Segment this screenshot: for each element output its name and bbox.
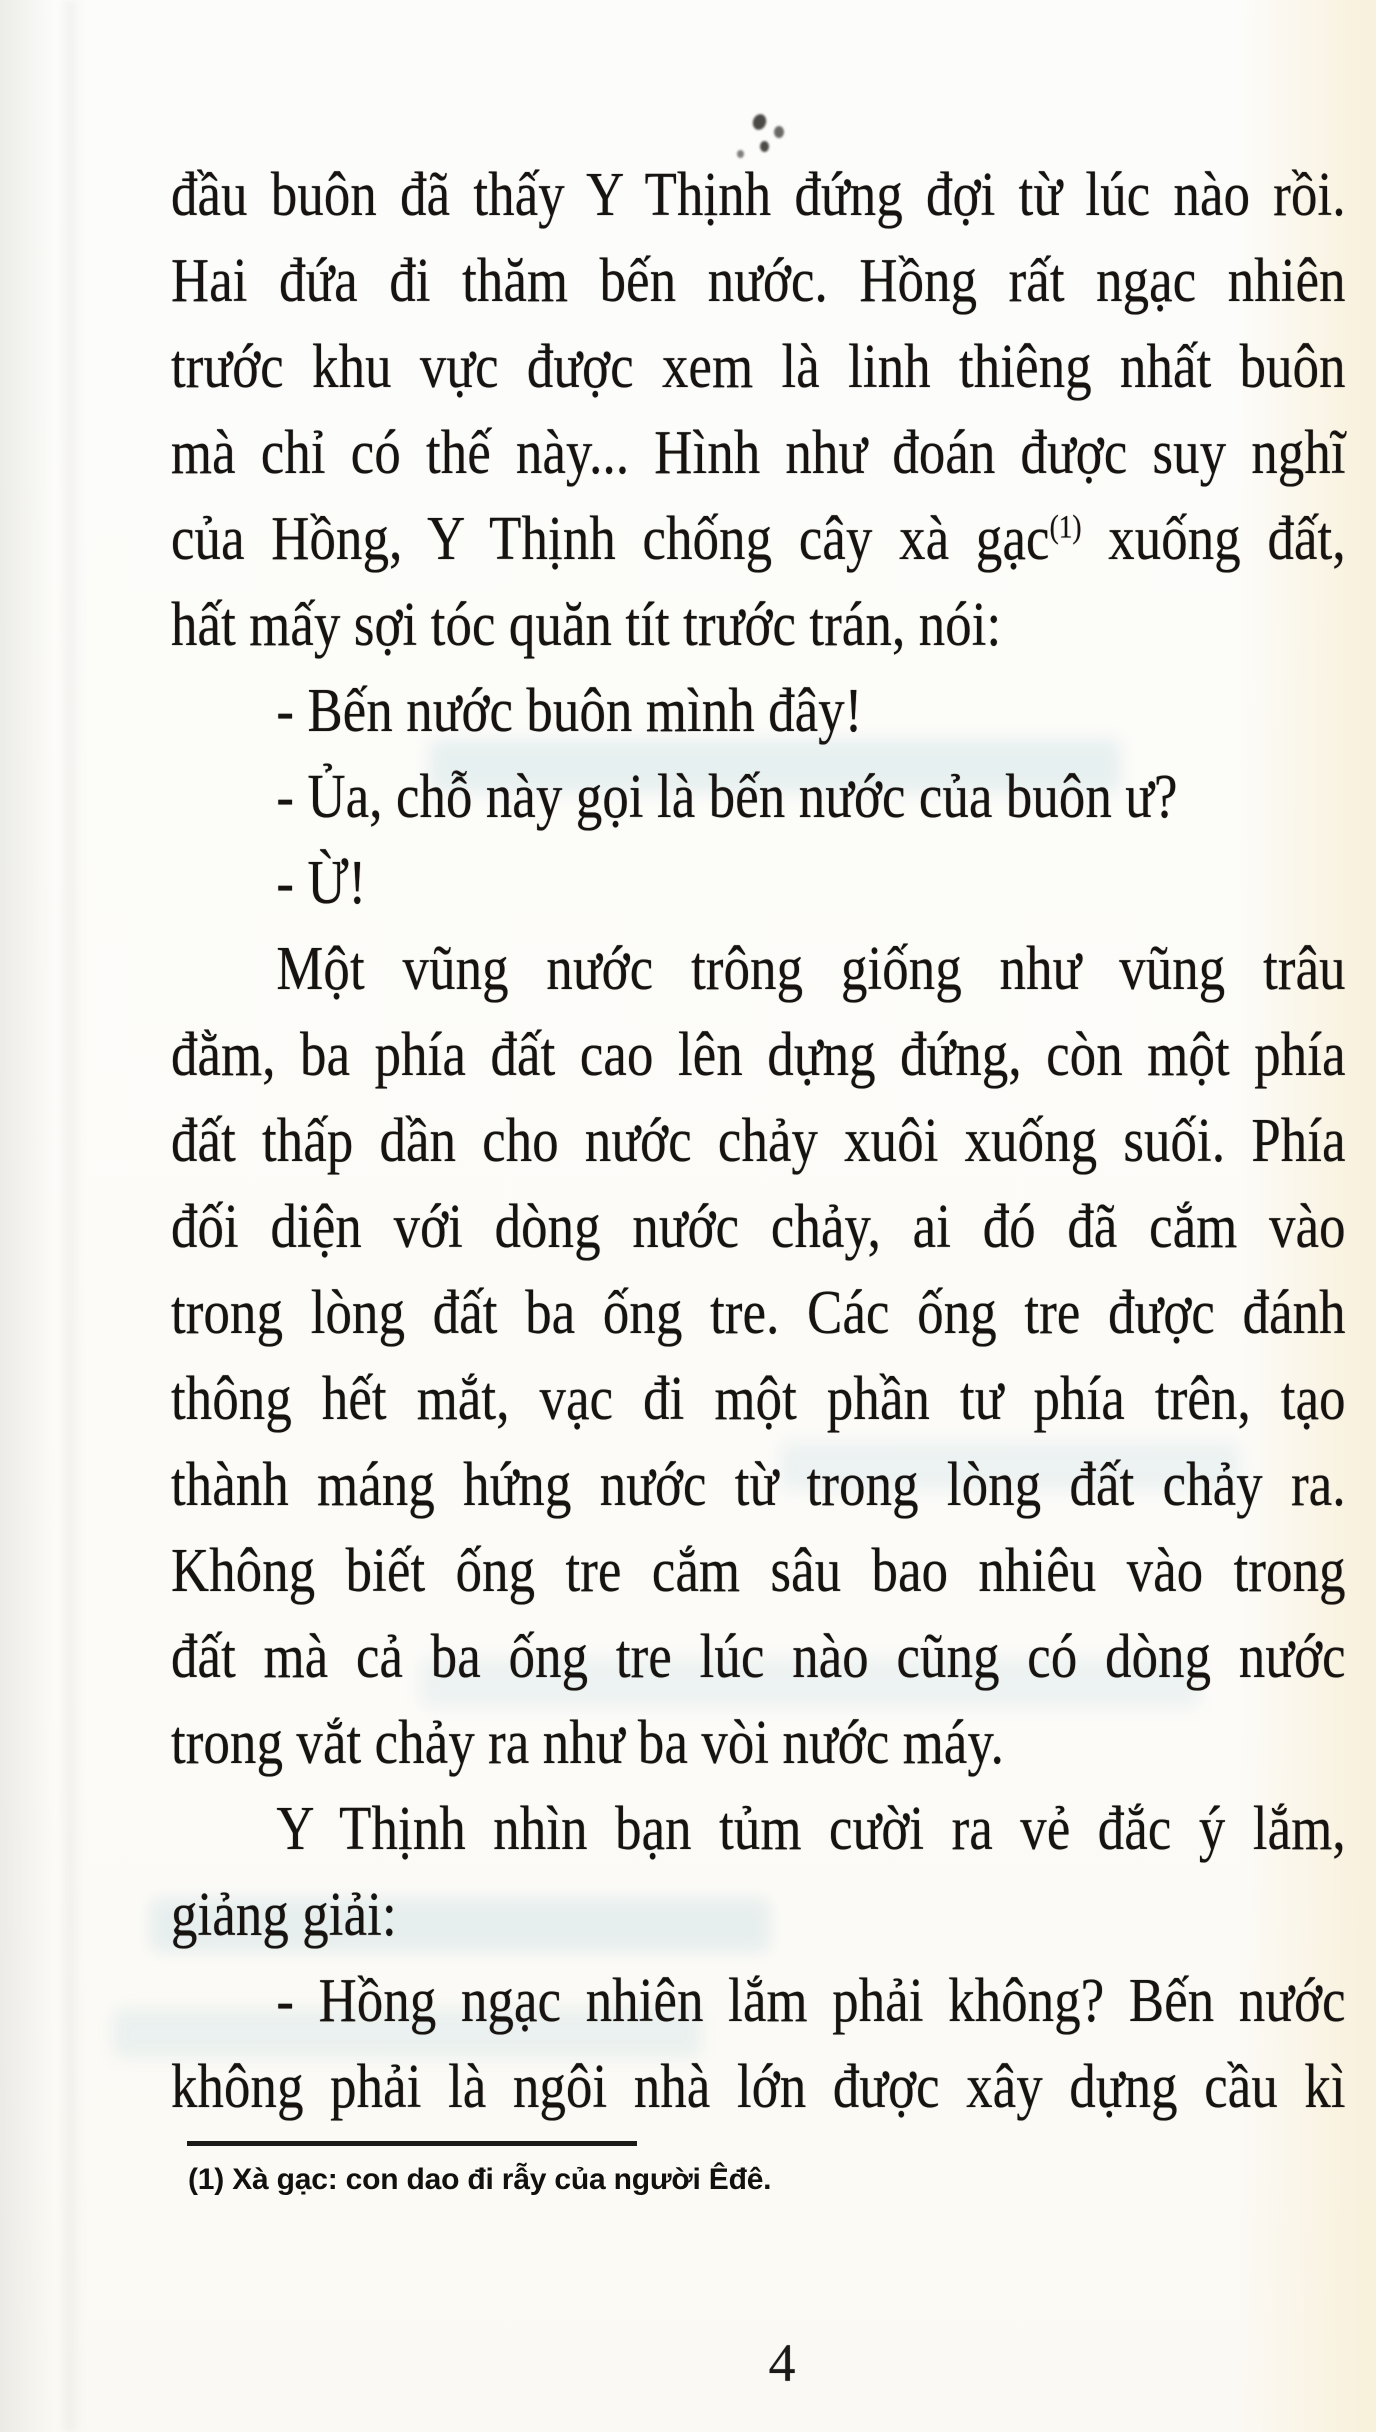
text-line: trong vắt chảy ra như ba vòi nước máy.	[171, 1709, 1004, 1777]
ink-smudge-dot	[760, 141, 769, 152]
text-line: thành máng hứng nước từ trong lòng đất chảy ra.	[171, 1451, 1346, 1519]
text-line: đất thấp dần cho nước chảy xuôi xuống suối. Phía	[171, 1107, 1346, 1175]
text-line: Không biết ống tre cắm sâu bao nhiêu vào trong	[171, 1537, 1346, 1605]
dialogue-line: - Hồng ngạc nhiên lắm phải không? Bến nước	[276, 1967, 1346, 2035]
page-number: 4	[768, 2333, 796, 2393]
text-line: Y Thịnh nhìn bạn tủm cười ra vẻ đắc ý lắm,	[276, 1795, 1346, 1863]
text-line: đối diện với dòng nước chảy, ai đó đã cắm vào	[171, 1193, 1346, 1261]
text-line: hất mấy sợi tóc quăn tít trước trán, nói:	[171, 591, 1002, 659]
text-segment: của Hồng, Y Thịnh chống cây xà gạc	[171, 505, 1050, 573]
ink-smudge-dot	[774, 126, 784, 138]
text-line: giảng giải:	[171, 1881, 397, 1949]
text-line: Một vũng nước trông giống như vũng trâu	[276, 935, 1346, 1003]
footnote-ref: (1)	[1049, 508, 1082, 545]
text-line: trước khu vực được xem là linh thiêng nhất buôn	[171, 333, 1346, 401]
text-line: đất mà cả ba ống tre lúc nào cũng có dòng nước	[171, 1623, 1346, 1691]
footnote: (1) Xà gạc: con dao đi rẫy của người Êđê.	[188, 2163, 772, 2196]
dialogue-line: - Ừ!	[276, 849, 367, 917]
text-line: không phải là ngôi nhà lớn được xây dựng cầu kì	[171, 2053, 1346, 2121]
text-line: đầu buôn đã thấy Y Thịnh đứng đợi từ lúc nào rồi.	[171, 161, 1346, 229]
dialogue-line: - Ủa, chỗ này gọi là bến nước của buôn ư?	[276, 763, 1178, 831]
text-line: trong lòng đất ba ống tre. Các ống tre được đánh	[171, 1279, 1346, 1347]
body-text	[171, 152, 1346, 2130]
footnote-rule	[187, 2141, 637, 2146]
ink-smudge-dot	[751, 112, 769, 131]
text-line: Hai đứa đi thăm bến nước. Hồng rất ngạc nhiên	[171, 247, 1346, 315]
dialogue-line: - Bến nước buôn mình đây!	[276, 677, 863, 745]
text-line: thông hết mắt, vạc đi một phần tư phía trên, tạo	[171, 1365, 1346, 1433]
text-line: mà chỉ có thế này... Hình như đoán được suy nghĩ	[171, 419, 1346, 487]
text-segment: xuống đất,	[1108, 505, 1346, 573]
text-line	[171, 496, 1346, 582]
text-line: đằm, ba phía đất cao lên dựng đứng, còn một phía	[171, 1021, 1346, 1089]
page-gutter-shadow	[58, 0, 84, 2432]
